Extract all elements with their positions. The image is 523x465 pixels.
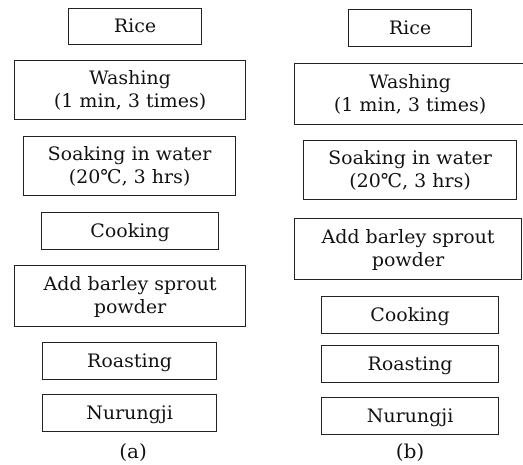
step-b-roasting: Roasting [321, 345, 499, 383]
step-a-roasting: Roasting [42, 342, 217, 380]
step-a-rice: Rice [68, 8, 202, 45]
step-b-rice: Rice [348, 9, 472, 47]
step-a-cooking: Cooking [41, 212, 219, 250]
step-b-washing: Washing (1 min, 3 times) [294, 63, 523, 125]
step-a-washing: Washing (1 min, 3 times) [14, 60, 246, 120]
step-a-nurungji: Nurungji [42, 394, 217, 432]
step-b-soaking: Soaking in water (20℃, 3 hrs) [303, 140, 517, 200]
caption-a: (a) [119, 439, 147, 463]
step-b-nurungji: Nurungji [321, 397, 499, 435]
caption-b: (b) [395, 439, 425, 463]
step-b-add-barley-sprout-powder: Add barley sprout powder [294, 218, 522, 280]
step-a-soaking: Soaking in water (20℃, 3 hrs) [23, 136, 236, 196]
step-b-cooking: Cooking [321, 296, 499, 334]
step-a-add-barley-sprout-powder: Add barley sprout powder [14, 265, 246, 327]
